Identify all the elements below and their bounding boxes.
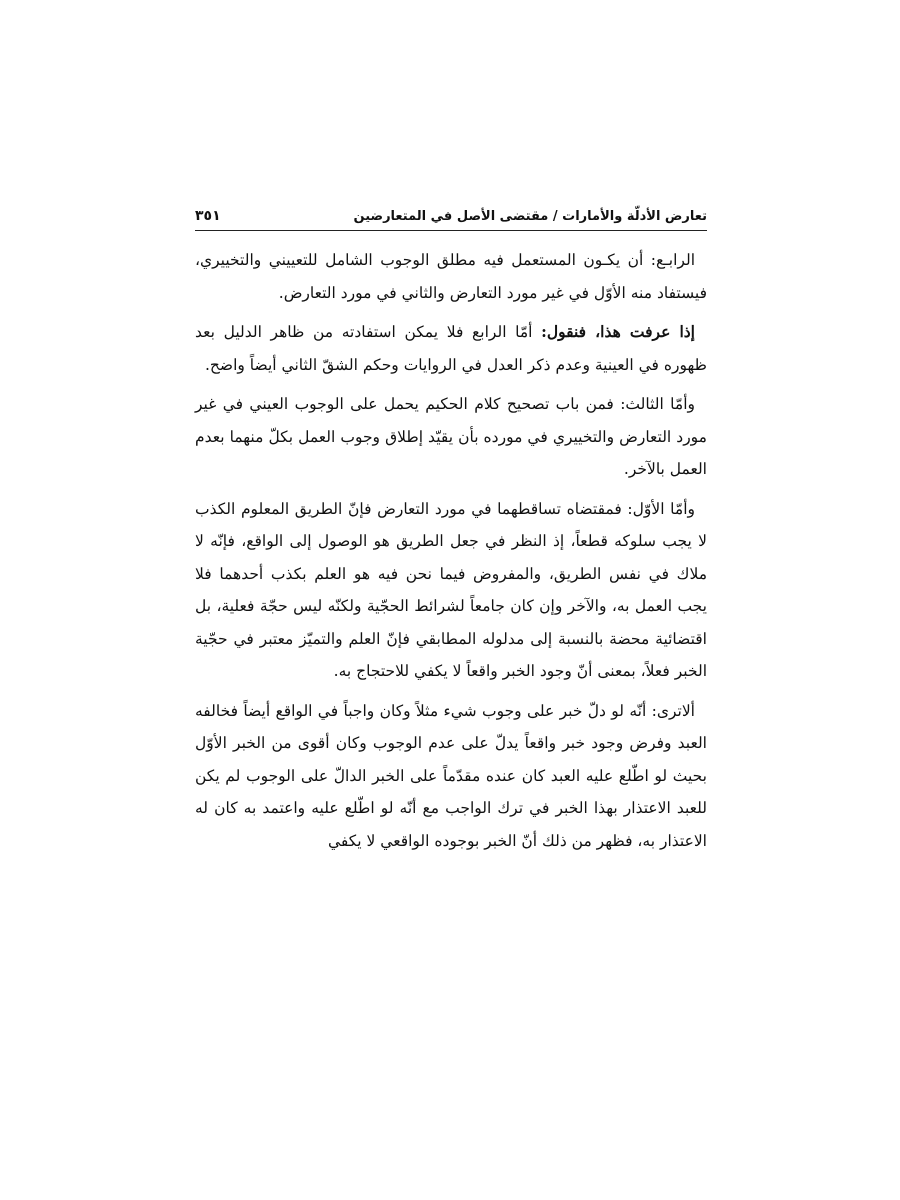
paragraph-text: الرابـع: أن يكـون المستعمل فيه مطلق الوجوب الشامل للتعييني والتخييري، فيستفاد منه الأوّل في غير مورد التعارض والثاني في مورد التعارض. xyxy=(195,251,707,302)
paragraph xyxy=(195,316,707,381)
paragraph-text: وأمّا الأوّل: فمقتضاه تساقطهما في مورد التعارض فإنّ الطريق المعلوم الكذب لا يجب سلوكه قطعاً، إذ النظر في جعل الطريق هو الوصول إلى الواقع، فإنّه لا ملاك في نفس الطريق، والمفروض فيما نحن فيه هو العلم بكذب أحدهما فلا يجب العمل به، والآخر وإن كان جامعاً لشرائط الحجّية ولكنّه ليس حجّة فعلية، بل اقتضائية محضة بالنسبة إلى مدلوله المطابقي فإنّ العلم والتميّز معتبر في حجّية الخبر فعلاً، بمعنى أنّ وجود الخبر واقعاً لا يكفي للاحتجاج به. xyxy=(195,499,707,680)
paragraph-lead: إذا عرفت هذا، فنقول: xyxy=(541,322,695,341)
body-text xyxy=(195,244,707,864)
paragraph xyxy=(195,695,707,858)
header-title: تعارض الأدلّة والأمارات / مقتضى الأصل في المتعارضين xyxy=(353,208,707,224)
paragraph xyxy=(195,388,707,486)
header-rule xyxy=(195,230,707,231)
paragraph xyxy=(195,493,707,688)
paragraph-text: أمّا الرابع فلا يمكن استفادته من ظاهر الدليل بعد ظهوره في العينية وعدم ذكر العدل في الروايات وحكم الشقّ الثاني أيضاً واضح. xyxy=(195,323,707,374)
paragraph-text: ألاترى: أنّه لو دلّ خبر على وجوب شيء مثلاً وكان واجباً في الواقع أيضاً فخالفه العبد وفرض وجود خبر واقعاً يدلّ على عدم الوجوب وكان أقوى من الخبر الأوّل بحيث لو اطّلع عليه العبد كان عنده مقدّماً على الخبر الدالّ على الوجوب لم يكن للعبد الاعتذار بهذا الخبر في ترك الواجب مع أنّه لو اطّلع عليه واعتمد به كان له الاعتذار به، فظهر من ذلك أنّ الخبر بوجوده الواقعي لا يكفي xyxy=(195,701,707,850)
paragraph xyxy=(195,244,707,309)
running-header xyxy=(195,205,707,227)
paragraph-text: وأمّا الثالث: فمن باب تصحيح كلام الحكيم يحمل على الوجوب العيني في غير مورد التعارض والتخييري في مورده بأن يقيّد إطلاق وجوب العمل بكلّ منهما بعدم العمل بالآخر. xyxy=(195,395,707,478)
page-number: ٣٥١ xyxy=(195,208,221,224)
